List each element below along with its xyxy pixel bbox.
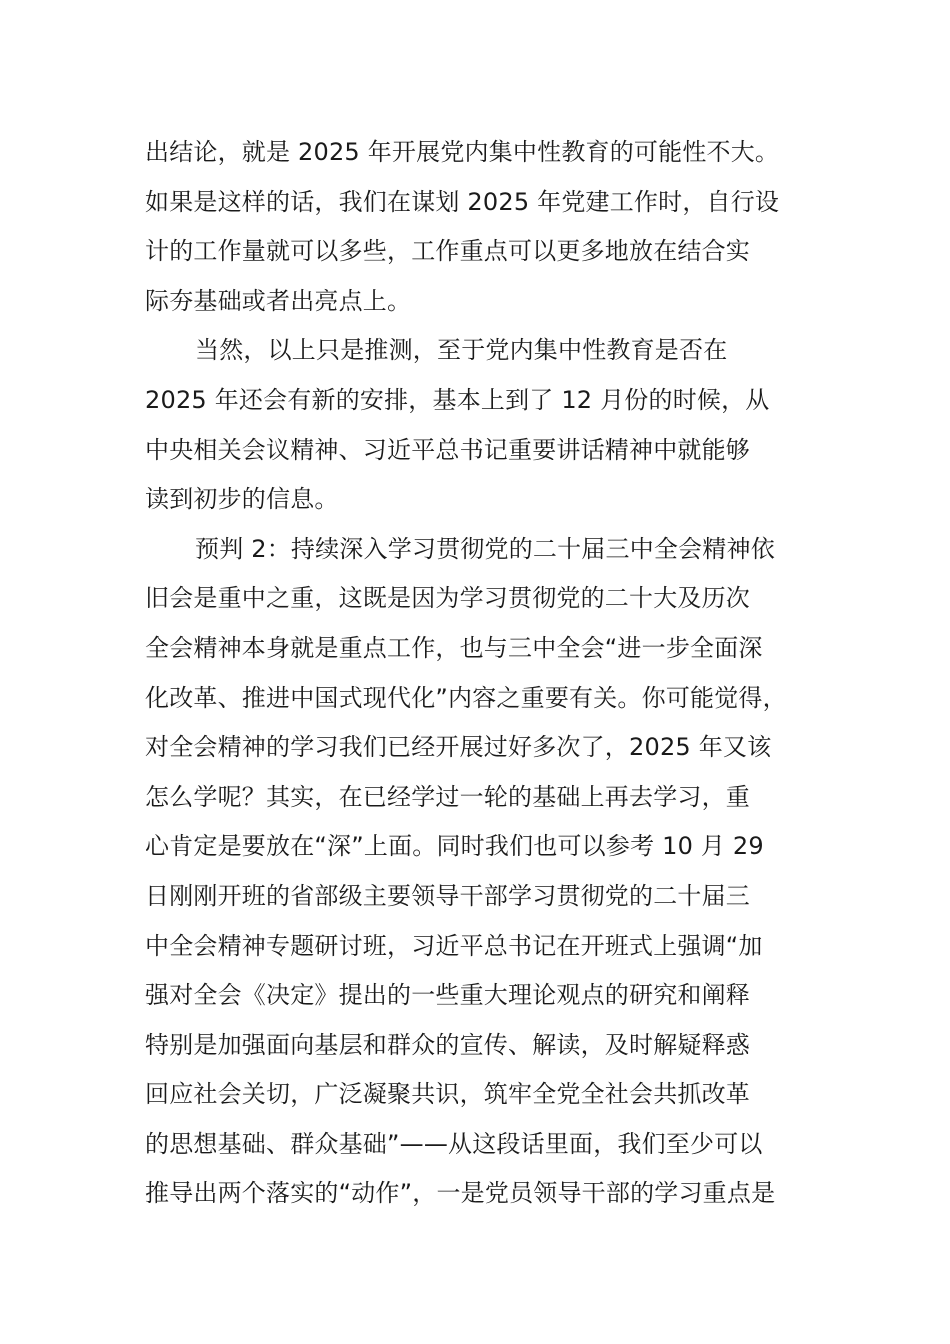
body-text — [145, 128, 825, 1219]
text-line: 际夯基础或者出亮点上。 — [145, 286, 412, 315]
text-line: 如果是这样的话，我们在谋划 2025 年党建工作时，自行设 — [145, 187, 780, 216]
text-line: 全会精神本身就是重点工作，也与三中全会“进一步全面深 — [145, 633, 763, 662]
text-line: 读到初步的信息。 — [145, 485, 339, 514]
text-line: 对全会精神的学习我们已经开展过好多次了，2025 年又该 — [145, 733, 772, 762]
paragraph-first-line: 当然，以上只是推测，至于党内集中性教育是否在 — [195, 336, 728, 365]
text-line: 推导出两个落实的“动作”，一是党员领导干部的学习重点是 — [145, 1179, 776, 1208]
text-line: 心肯定是要放在“深”上面。同时我们也可以参考 10 月 29 — [145, 832, 764, 861]
text-line: 旧会是重中之重，这既是因为学习贯彻党的二十大及历次 — [145, 584, 750, 613]
text-line: 日刚刚开班的省部级主要领导干部学习贯彻党的二十届三 — [145, 881, 750, 910]
text-line: 出结论，就是 2025 年开展党内集中性教育的可能性不大。 — [145, 138, 780, 166]
text-line: 中全会精神专题研讨班，习近平总书记在开班式上强调“加 — [145, 931, 763, 960]
text-line: 强对全会《决定》提出的一些重大理论观点的研究和阐释 — [145, 981, 750, 1010]
text-line: 化改革、推进中国式现代化”内容之重要有关。你可能觉得， — [145, 683, 787, 712]
text-line: 的思想基础、群众基础”——从这段话里面，我们至少可以 — [145, 1129, 763, 1158]
paragraph-first-line: 预判 2：持续深入学习贯彻党的二十届三中全会精神依 — [195, 534, 775, 563]
text-line: 怎么学呢？其实，在已经学过一轮的基础上再去学习，重 — [145, 782, 750, 811]
text-line: 回应社会关切，广泛凝聚共识，筑牢全党全社会共抓改革 — [145, 1080, 750, 1109]
text-line: 特别是加强面向基层和群众的宣传、解读，及时解疑释惑 — [145, 1030, 750, 1059]
text-line: 计的工作量就可以多些，工作重点可以更多地放在结合实 — [145, 237, 750, 266]
text-line: 中央相关会议精神、习近平总书记重要讲话精神中就能够 — [145, 435, 750, 464]
text-line: 2025 年还会有新的安排，基本上到了 12 月份的时候，从 — [145, 385, 770, 414]
